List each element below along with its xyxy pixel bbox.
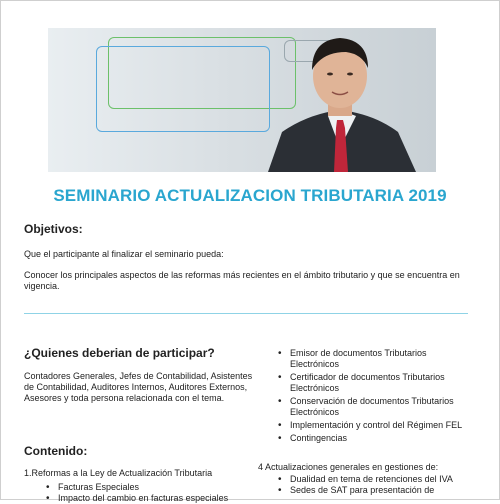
contenido-item-1: 1.Reformas a la Ley de Actualización Tributaria [24,468,213,478]
list-item: • Certificador de documentos Tributarios Electrónicos [276,372,476,394]
contenido-sub-list-4 [276,474,476,496]
list-item: • Impacto del cambio en facturas especiales [44,493,254,504]
list-item: • Dualidad en tema de retenciones del IVA [276,474,476,485]
businessman-photo [248,28,436,172]
list-item: • Sedes de SAT para presentación de [276,485,476,496]
participar-text: Contadores Generales, Jefes de Contabilidad, Asistentes de Contabilidad, Auditores Internos, Auditores Externos, Asesores y toda persona relacionada con el tema. [24,371,253,403]
objetivos-line-1: Que el participante al finalizar el seminario pueda: [24,249,224,259]
hero-blue-frame [96,46,270,132]
list-item: • Emisor de documentos Tributarios Electrónicos [276,348,476,370]
contenido-sub-list [44,482,254,504]
contenido-item-4: 4 Actualizaciones generales en gestiones de: [258,462,439,472]
list-item: • Implementación y control del Régimen FEL [276,420,476,431]
participar-heading: ¿Quienes deberian de participar? [24,346,215,360]
objetivos-line-2: Conocer los principales aspectos de las reformas más recientes en el ámbito tributario y que se encuentra en vigencia. [24,270,460,291]
list-item: • Conservación de documentos Tributarios Electrónicos [276,396,476,418]
hero-image [48,28,436,172]
section-divider [24,313,468,314]
contenido-heading: Contenido: [24,444,88,458]
right-bullet-list [276,348,476,446]
objetivos-heading: Objetivos: [24,222,83,236]
page-title: SEMINARIO ACTUALIZACION TRIBUTARIA 2019 [53,186,447,205]
list-item: • Facturas Especiales [44,482,254,493]
list-item: • Contingencias [276,433,476,444]
